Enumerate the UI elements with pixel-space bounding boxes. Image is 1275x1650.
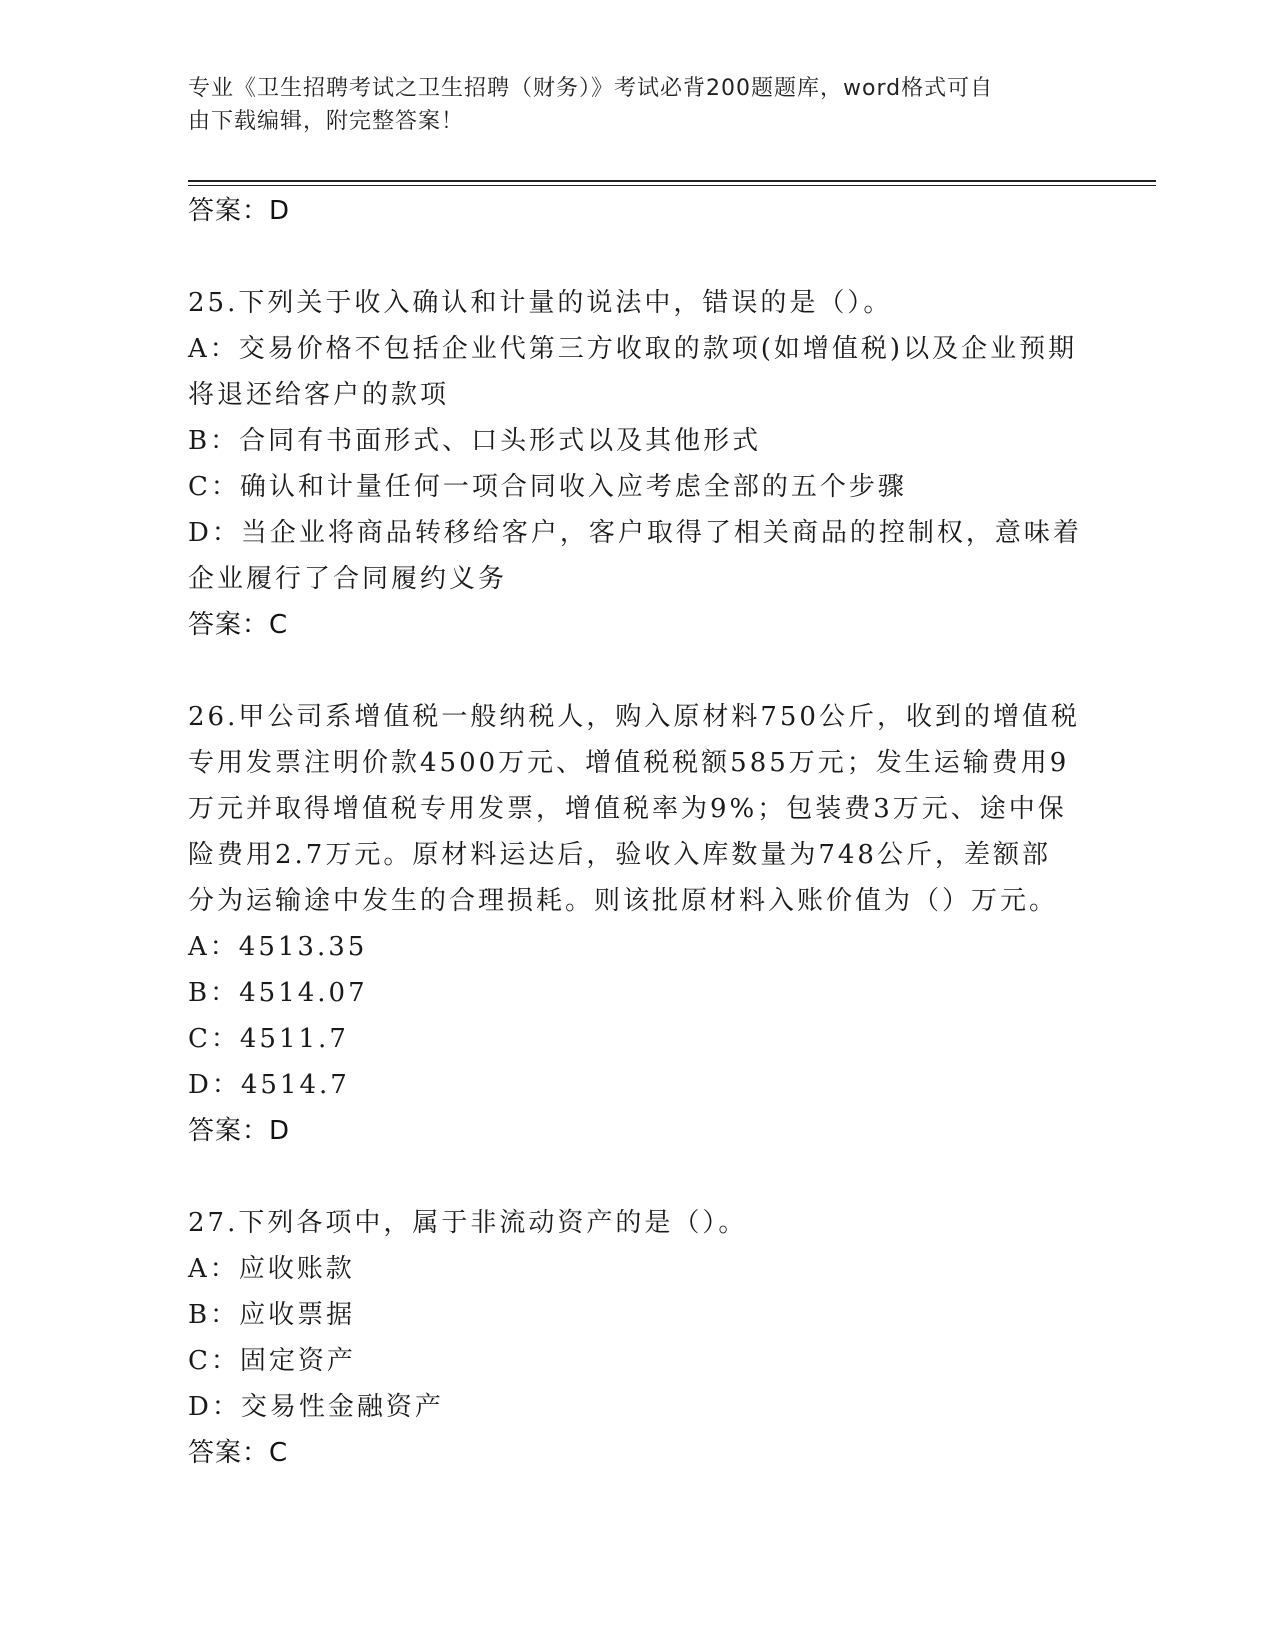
answer-option-line: D：4514.7 xyxy=(188,1070,350,1100)
header-line-2: 由下载编辑，附完整答案！ xyxy=(188,109,465,134)
question-block xyxy=(188,280,1082,694)
answer-option-line: C：固定资产 xyxy=(188,1346,356,1376)
answer-option-line: 将退还给客户的款项 xyxy=(188,380,450,410)
question-stem-line: 26.甲公司系增值税一般纳税人，购入原材料750公斤，收到的增值税 xyxy=(188,702,1080,732)
answer-option-line: B：4514.07 xyxy=(188,978,368,1008)
answer-option-line: C：4511.7 xyxy=(188,1024,349,1054)
answer-key: 答案：C xyxy=(188,610,289,640)
answer-option-line: A：4513.35 xyxy=(188,932,368,962)
answer-option-line: A：交易价格不包括企业代第三方收取的款项(如增值税)以及企业预期 xyxy=(188,334,1078,364)
answer-option-line: D：交易性金融资产 xyxy=(188,1392,444,1422)
spacer xyxy=(188,648,1078,694)
answer-option-line: A：应收账款 xyxy=(188,1254,355,1284)
spacer xyxy=(188,1154,1078,1200)
answer-option-line: D：当企业将商品转移给客户，客户取得了相关商品的控制权，意味着 xyxy=(188,518,1082,548)
spacer xyxy=(188,234,1078,280)
document-header xyxy=(188,72,1068,138)
answer-option-line: C：确认和计量任何一项合同收入应考虑全部的五个步骤 xyxy=(188,472,907,502)
question-block xyxy=(188,694,1078,1200)
answer-option-line: B：合同有书面形式、口头形式以及其他形式 xyxy=(188,426,762,456)
question-stem-line: 27.下列各项中，属于非流动资产的是（）。 xyxy=(188,1208,748,1238)
header-line-1: 专业《卫生招聘考试之卫生招聘（财务）》考试必背200题题库，word格式可自 xyxy=(188,76,994,101)
header-divider-thin xyxy=(188,185,1156,186)
answer-option-line: 企业履行了合同履约义务 xyxy=(188,564,508,594)
question-stem-line: 分为运输途中发生的合理损耗。则该批原材料入账价值为（）万元。 xyxy=(188,886,1059,916)
question-stem-line: 险费用2.7万元。原材料运达后，验收入库数量为748公斤，差额部 xyxy=(188,840,1051,870)
answer-option-line: B：应收票据 xyxy=(188,1300,356,1330)
header-divider-thick xyxy=(188,180,1156,182)
question-stem-line: 25.下列关于收入确认和计量的说法中，错误的是（）。 xyxy=(188,288,893,318)
question-stem-line: 万元并取得增值税专用发票，增值税率为9%；包装费3万元、途中保 xyxy=(188,794,1067,824)
spacer xyxy=(188,1476,1078,1522)
question-list xyxy=(188,188,1082,1522)
answer-key: 答案：D xyxy=(188,1116,291,1146)
question-stem-line: 专用发票注明价款4500万元、增值税税额585万元；发生运输费用9 xyxy=(188,748,1070,778)
question-block xyxy=(188,1200,1078,1522)
previous-answer: 答案：D xyxy=(188,196,291,226)
answer-key: 答案：C xyxy=(188,1438,289,1468)
